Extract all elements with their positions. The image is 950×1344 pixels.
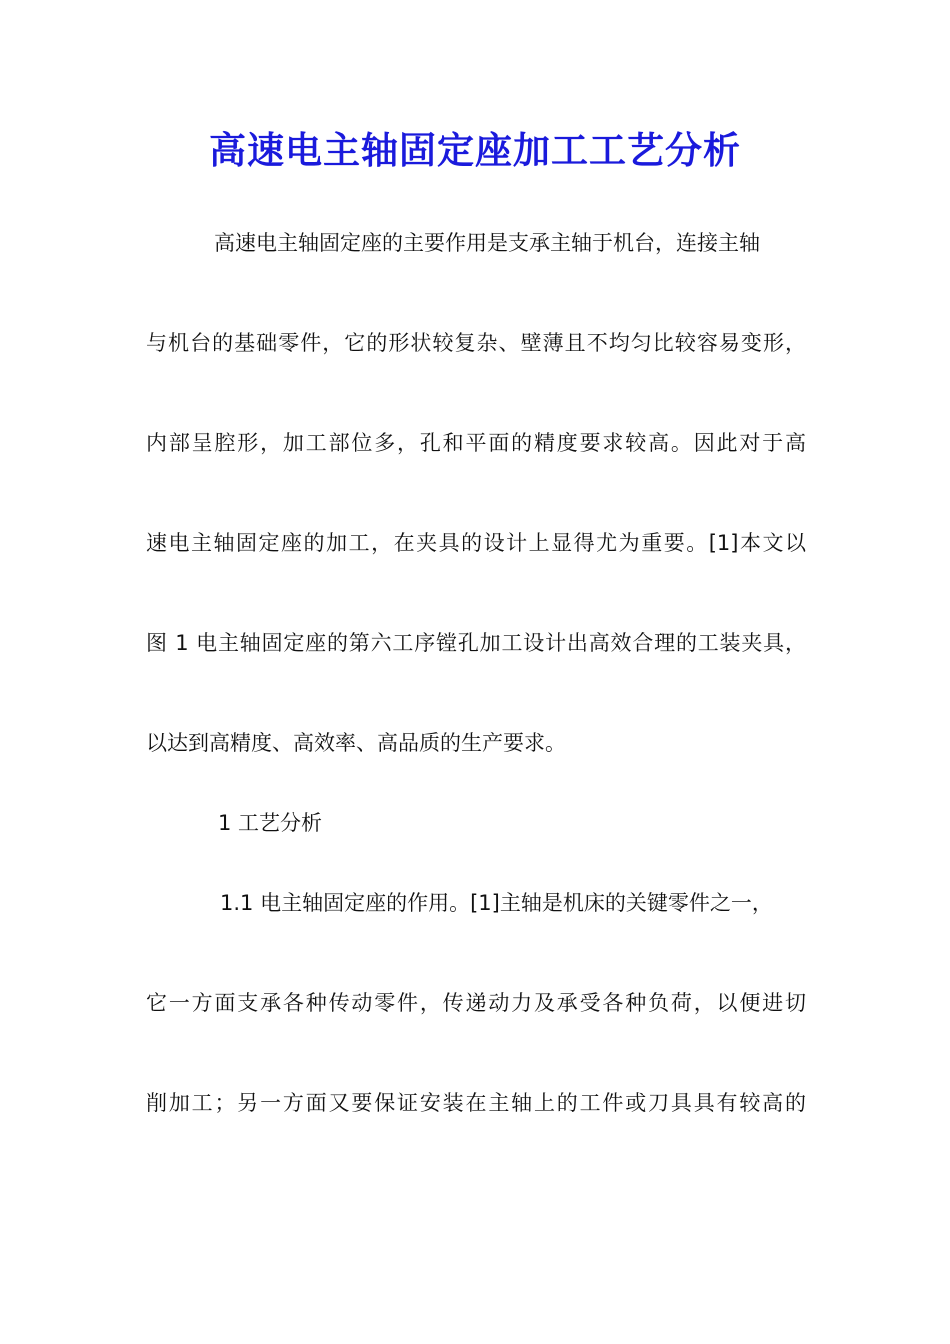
paragraph-line: 以达到高精度、高效率、高品质的生产要求。 [146, 731, 566, 755]
paragraph-line: 与机台的基础零件，它的形状较复杂、壁薄且不均匀比较容易变形， [146, 331, 806, 355]
section-heading: 1 工艺分析 [218, 811, 323, 835]
document-title: 高速电主轴固定座加工工艺分析 [209, 128, 741, 172]
paragraph-line: 图 1 电主轴固定座的第六工序镗孔加工设计出高效合理的工装夹具， [146, 631, 806, 655]
paragraph-line: 它一方面支承各种传动零件，传递动力及承受各种负荷，以便进切 [146, 991, 806, 1015]
paragraph-line: 削加工；另一方面又要保证安装在主轴上的工件或刀具具有较高的 [146, 1091, 806, 1115]
paragraph-line: 高速电主轴固定座的主要作用是支承主轴于机台，连接主轴 [214, 231, 760, 255]
paragraph-line: 内部呈腔形，加工部位多，孔和平面的精度要求较高。因此对于高 [146, 431, 806, 455]
paragraph-line: 1.1 电主轴固定座的作用。[1]主轴是机床的关键零件之一， [220, 891, 773, 915]
paragraph-line: 速电主轴固定座的加工，在夹具的设计上显得尤为重要。[1]本文以 [146, 531, 806, 555]
